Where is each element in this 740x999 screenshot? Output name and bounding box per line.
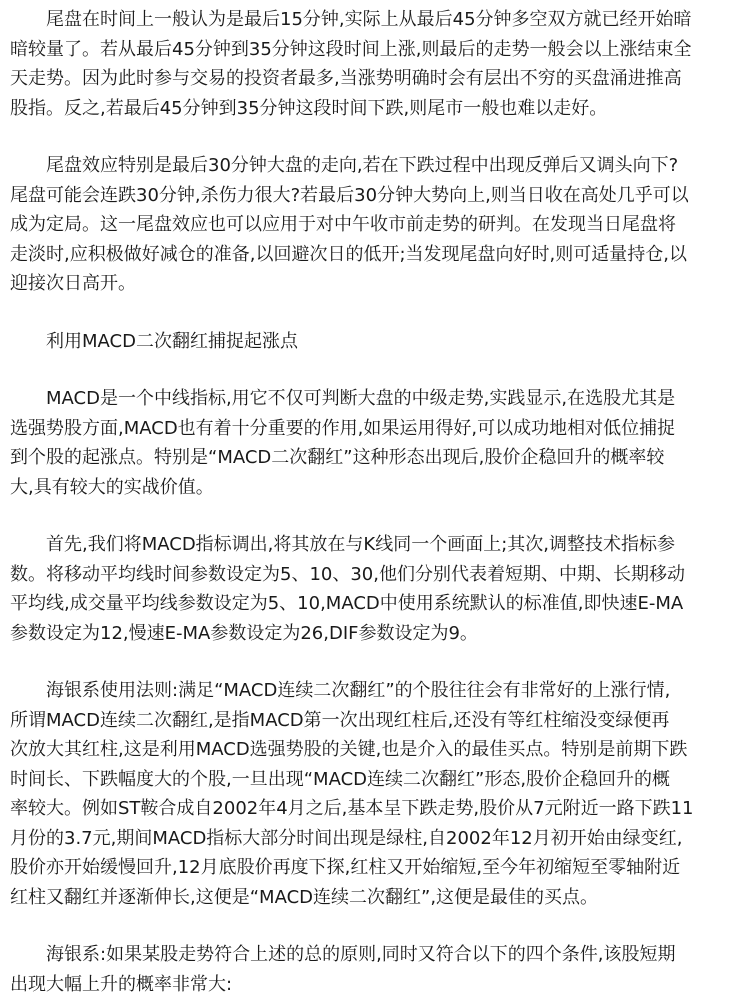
- paragraph-macd-intro: [10, 384, 730, 502]
- paragraph-haiyin-rules: [10, 676, 730, 912]
- text-line: 股价亦开始缓慢回升,12月底股价再度下探,红柱又开始缩短,至今年初缩短至零轴附近: [10, 853, 730, 883]
- text-line: 走淡时,应积极做好减仓的准备,以回避次日的低开;当发现尾盘向好时,则可适量持仓,以: [10, 240, 730, 270]
- text-line: 尾盘在时间上一般认为是最后15分钟,实际上从最后45分钟多空双方就已经开始暗: [10, 5, 730, 35]
- paragraph-macd-setup: [10, 530, 730, 648]
- text-line: 成为定局。这一尾盘效应也可以应用于对中午收市前走势的研判。在发现当日尾盘将: [10, 210, 730, 240]
- text-line: 海银系使用法则:满足“MACD连续二次翻红”的个股往往会有非常好的上涨行情,: [10, 676, 730, 706]
- text-line: 海银系:如果某股走势符合上述的总的原则,同时又符合以下的四个条件,该股短期: [10, 940, 730, 970]
- text-line: 次放大其红柱,这是利用MACD选强势股的关键,也是介入的最佳买点。特别是前期下跌: [10, 735, 730, 765]
- text-line: 率较大。例如ST鞍合成自2002年4月之后,基本呈下跌走势,股价从7元附近一路下跌11: [10, 794, 730, 824]
- text-line: 参数设定为12,慢速E-MA参数设定为26,DIF参数设定为9。: [10, 619, 730, 649]
- paragraph-tail-effect: [10, 151, 730, 299]
- text-line: 尾盘效应特别是最后30分钟大盘的走向,若在下跌过程中出现反弹后又调头向下?: [10, 151, 730, 181]
- text-line: 尾盘可能会连跌30分钟,杀伤力很大?若最后30分钟大势向上,则当日收在高处几乎可以: [10, 181, 730, 211]
- text-line: 迎接次日高开。: [10, 269, 730, 299]
- text-line: 红柱又翻红并逐渐伸长,这便是“MACD连续二次翻红”,这便是最佳的买点。: [10, 883, 730, 913]
- text-line: 股指。反之,若最后45分钟到35分钟这段时间下跌,则尾市一般也难以走好。: [10, 94, 730, 124]
- text-line: 选强势股方面,MACD也有着十分重要的作用,如果运用得好,可以成功地相对低位捕捉: [10, 414, 730, 444]
- section-heading: 利用MACD二次翻红捕捉起涨点: [10, 327, 730, 357]
- text-line: 天走势。因为此时参与交易的投资者最多,当涨势明确时会有层出不穷的买盘涌进推高: [10, 64, 730, 94]
- text-line: 首先,我们将MACD指标调出,将其放在与K线同一个画面上;其次,调整技术指标参: [10, 530, 730, 560]
- text-line: 数。将移动平均线时间参数设定为5、10、30,他们分别代表着短期、中期、长期移动: [10, 560, 730, 590]
- text-line: 暗较量了。若从最后45分钟到35分钟这段时间上涨,则最后的走势一般会以上涨结束全: [10, 35, 730, 65]
- text-line: MACD是一个中线指标,用它不仅可判断大盘的中级走势,实践显示,在选股尤其是: [10, 384, 730, 414]
- text-line: 大,具有较大的实战价值。: [10, 473, 730, 503]
- text-line: 月份的3.7元,期间MACD指标大部分时间出现是绿柱,自2002年12月初开始由绿变红,: [10, 824, 730, 854]
- text-line: 出现大幅上升的概率非常大:: [10, 970, 730, 999]
- text-line: 所谓MACD连续二次翻红,是指MACD第一次出现红柱后,还没有等红柱缩没变绿便再: [10, 706, 730, 736]
- text-line: 平均线,成交量平均线参数设定为5、10,MACD中使用系统默认的标准值,即快速E-MA: [10, 589, 730, 619]
- text-line: 时间长、下跌幅度大的个股,一旦出现“MACD连续二次翻红”形态,股价企稳回升的概: [10, 765, 730, 795]
- paragraph-haiyin-conditions: [10, 940, 730, 999]
- paragraph-tail-trading: [10, 5, 730, 123]
- text-line: 到个股的起涨点。特别是“MACD二次翻红”这种形态出现后,股价企稳回升的概率较: [10, 443, 730, 473]
